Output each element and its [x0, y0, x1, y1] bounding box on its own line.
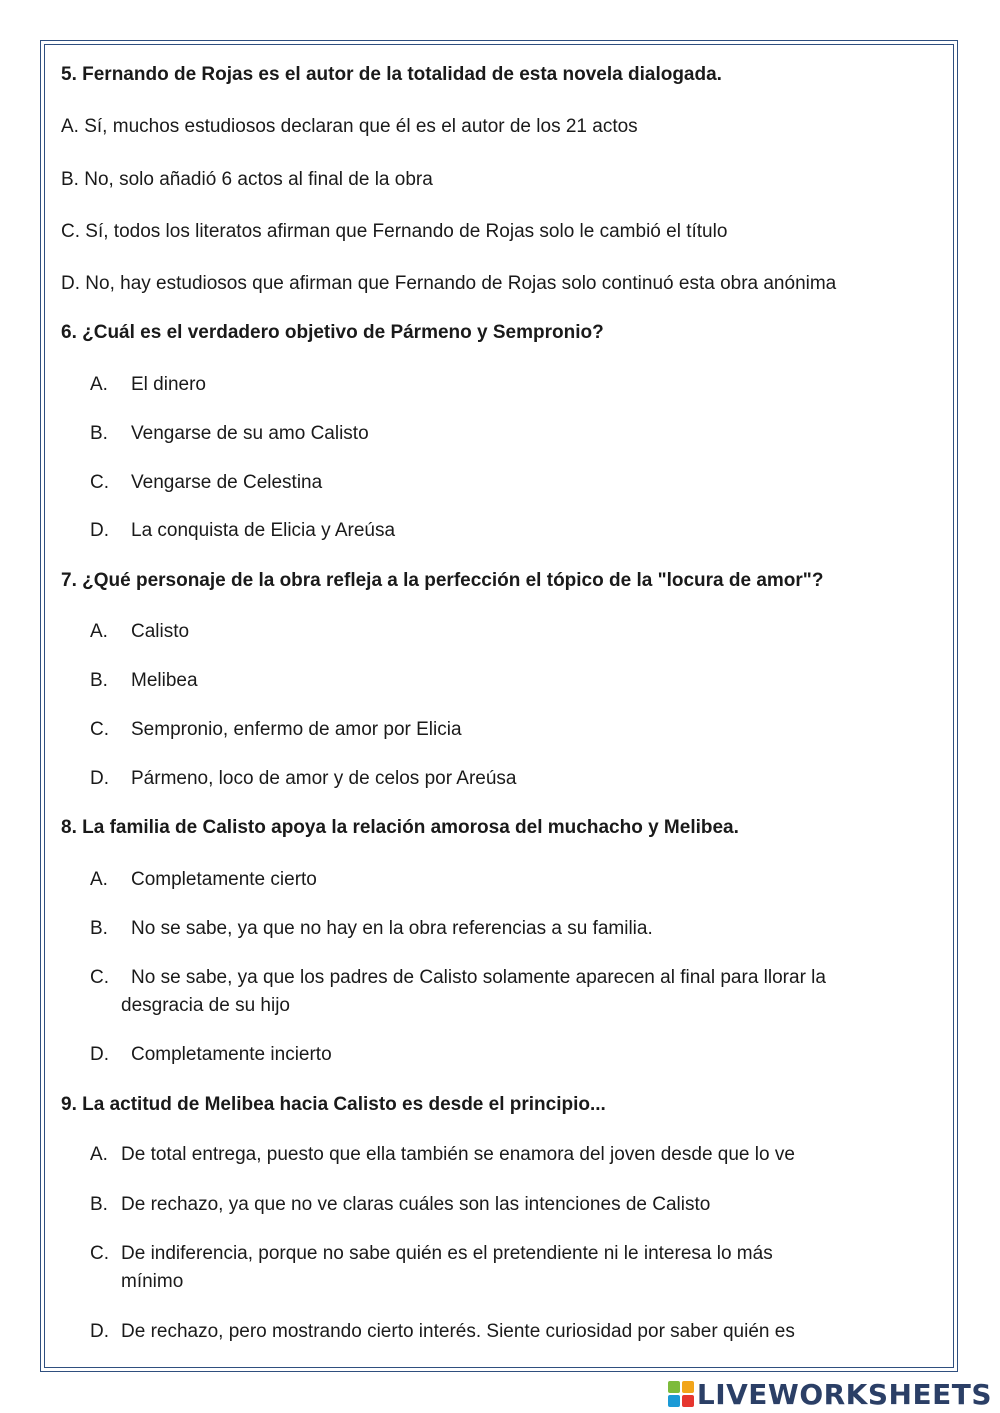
q8-option-a[interactable]	[90, 868, 317, 892]
option-text: Completamente cierto	[131, 869, 317, 890]
option-text: De rechazo, ya que no ve claras cuáles son las intenciones de Calisto	[121, 1194, 711, 1215]
option-letter: C.	[90, 719, 109, 740]
logo-square	[682, 1395, 694, 1407]
q7-option-d[interactable]	[90, 767, 516, 791]
option-letter: A.	[90, 374, 108, 395]
option-letter: C.	[90, 472, 109, 493]
logo-square	[668, 1381, 680, 1393]
q5-option-c[interactable]: C. Sí, todos los literatos afirman que Fernando de Rojas solo le cambió el título	[61, 221, 728, 242]
option-text: La conquista de Elicia y Areúsa	[131, 520, 396, 541]
option-text: Melibea	[131, 670, 198, 691]
q9-option-b[interactable]	[90, 1193, 710, 1217]
option-text: Calisto	[131, 621, 190, 642]
question-5: 5. Fernando de Rojas es el autor de la totalidad de esta novela dialogada.	[61, 64, 722, 85]
q8-option-c[interactable]	[90, 966, 826, 990]
liveworksheets-logo-icon	[668, 1381, 694, 1407]
q7-option-b[interactable]	[90, 669, 198, 693]
q8-option-b[interactable]	[90, 917, 653, 941]
option-text: De total entrega, puesto que ella también se enamora del joven desde que lo ve	[121, 1144, 795, 1165]
option-letter: D.	[90, 768, 109, 789]
option-text: Sempronio, enfermo de amor por Elicia	[131, 719, 462, 740]
q9-option-a[interactable]	[90, 1143, 795, 1167]
question-8: 8. La familia de Calisto apoya la relación amorosa del muchacho y Melibea.	[61, 817, 739, 838]
q9-option-c[interactable]	[90, 1242, 773, 1266]
option-letter: C.	[90, 1243, 109, 1264]
option-letter: B.	[90, 670, 108, 691]
q8-option-d[interactable]	[90, 1043, 332, 1067]
q8-option-c-continuation: desgracia de su hijo	[121, 995, 290, 1016]
option-letter: A.	[90, 1144, 108, 1165]
option-letter: B.	[90, 918, 108, 939]
question-9: 9. La actitud de Melibea hacia Calisto es desde el principio...	[61, 1094, 606, 1115]
q6-option-c[interactable]	[90, 471, 322, 495]
option-letter: A.	[90, 621, 108, 642]
option-text: De indiferencia, porque no sabe quién es el pretendiente ni le interesa lo más	[121, 1243, 773, 1264]
q7-option-c[interactable]	[90, 718, 462, 742]
q9-option-c-continuation: mínimo	[121, 1271, 184, 1292]
option-text: Pármeno, loco de amor y de celos por Areúsa	[131, 768, 517, 789]
q6-option-a[interactable]	[90, 373, 206, 397]
option-letter: A.	[90, 869, 108, 890]
option-letter: D.	[90, 520, 109, 541]
question-7: 7. ¿Qué personaje de la obra refleja a la perfección el tópico de la "locura de amor"?	[61, 570, 824, 591]
liveworksheets-brand	[668, 1378, 992, 1410]
q6-option-d[interactable]	[90, 519, 395, 543]
logo-square	[682, 1381, 694, 1393]
option-text: No se sabe, ya que los padres de Calisto solamente aparecen al final para llorar la	[131, 967, 826, 988]
q6-option-b[interactable]	[90, 422, 369, 446]
option-text: Vengarse de Celestina	[131, 472, 323, 493]
option-letter: B.	[90, 423, 108, 444]
option-letter: B.	[90, 1194, 108, 1215]
logo-square	[668, 1395, 680, 1407]
option-letter: D.	[90, 1044, 109, 1065]
q9-option-d[interactable]	[90, 1320, 795, 1344]
q5-option-a[interactable]: A. Sí, muchos estudiosos declaran que él es el autor de los 21 actos	[61, 116, 638, 137]
option-text: El dinero	[131, 374, 206, 395]
option-text: Vengarse de su amo Calisto	[131, 423, 369, 444]
question-6: 6. ¿Cuál es el verdadero objetivo de Pármeno y Sempronio?	[61, 322, 604, 343]
q5-option-b[interactable]: B. No, solo añadió 6 actos al final de la obra	[61, 169, 433, 190]
option-letter: C.	[90, 967, 109, 988]
option-text: Completamente incierto	[131, 1044, 332, 1065]
brand-name: LIVEWORKSHEETS	[696, 1377, 992, 1411]
q7-option-a[interactable]	[90, 620, 189, 644]
option-letter: D.	[90, 1321, 109, 1342]
option-text: De rechazo, pero mostrando cierto interés. Siente curiosidad por saber quién es	[121, 1321, 795, 1342]
option-text: No se sabe, ya que no hay en la obra referencias a su familia.	[131, 918, 653, 939]
q5-option-d[interactable]: D. No, hay estudiosos que afirman que Fernando de Rojas solo continuó esta obra anónima	[61, 273, 837, 294]
